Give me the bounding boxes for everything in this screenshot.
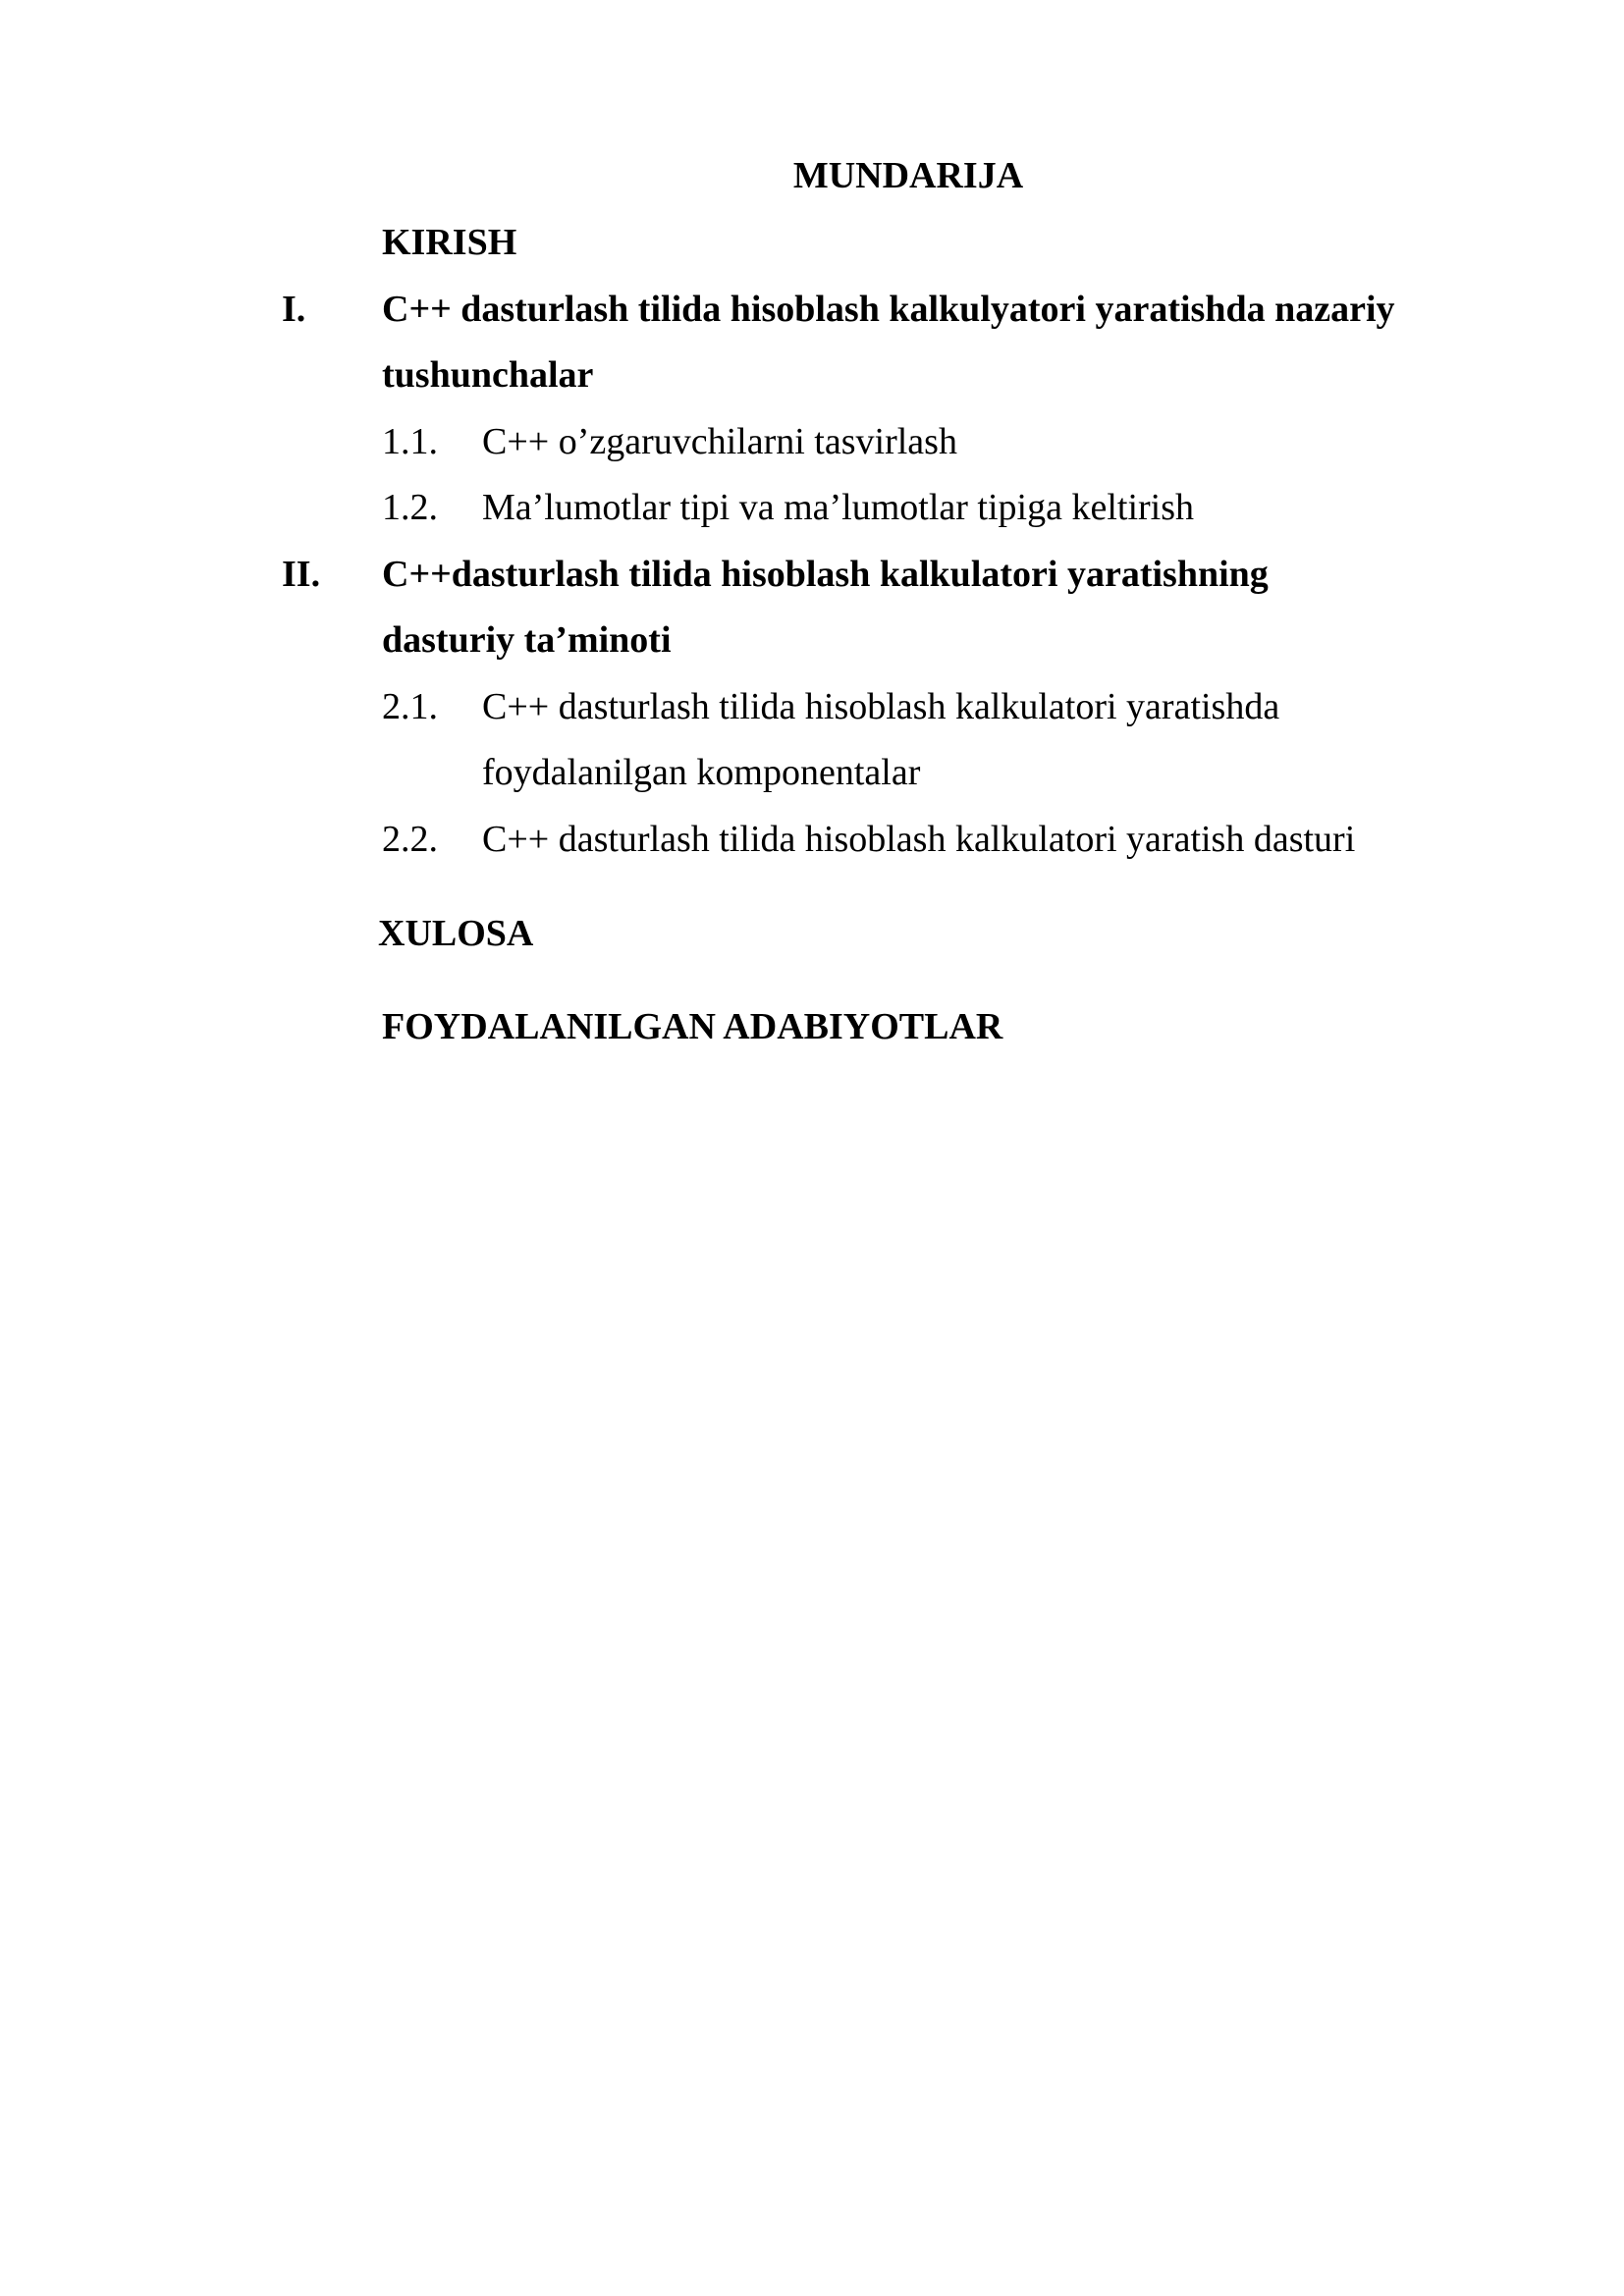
chapter-1-number: I. bbox=[282, 289, 306, 330]
section-1-2-number: 1.2. bbox=[382, 487, 438, 528]
chapter-2-number: II. bbox=[282, 554, 321, 595]
toc-references: FOYDALANILGAN ADABIYOTLAR bbox=[382, 1006, 1003, 1047]
chapter-1-title-line2: tushunchalar bbox=[382, 354, 594, 396]
section-2-1-title-line1: C++ dasturlash tilida hisoblash kalkulatori yaratishda bbox=[482, 686, 1280, 727]
chapter-2-title-line1: C++dasturlash tilida hisoblash kalkulatori yaratishning bbox=[382, 554, 1269, 595]
toc-conclusion: XULOSA bbox=[378, 913, 534, 954]
section-1-1-title: C++ o’zgaruvchilarni tasvirlash bbox=[482, 421, 957, 462]
section-2-1-title-line2: foydalanilgan komponentalar bbox=[482, 752, 921, 793]
toc-intro: KIRISH bbox=[382, 222, 517, 263]
chapter-2-title-line2: dasturiy ta’minoti bbox=[382, 619, 672, 661]
section-2-1-number: 2.1. bbox=[382, 686, 438, 727]
section-1-2-title: Ma’lumotlar tipi va ma’lumotlar tipiga keltirish bbox=[482, 487, 1195, 528]
section-2-2-number: 2.2. bbox=[382, 819, 438, 860]
section-1-1-number: 1.1. bbox=[382, 421, 438, 462]
section-2-2-title: C++ dasturlash tilida hisoblash kalkulatori yaratish dasturi bbox=[482, 819, 1356, 860]
toc-title: MUNDARIJA bbox=[792, 155, 1024, 196]
chapter-1-title-line1: C++ dasturlash tilida hisoblash kalkulyatori yaratishda nazariy bbox=[382, 289, 1395, 330]
